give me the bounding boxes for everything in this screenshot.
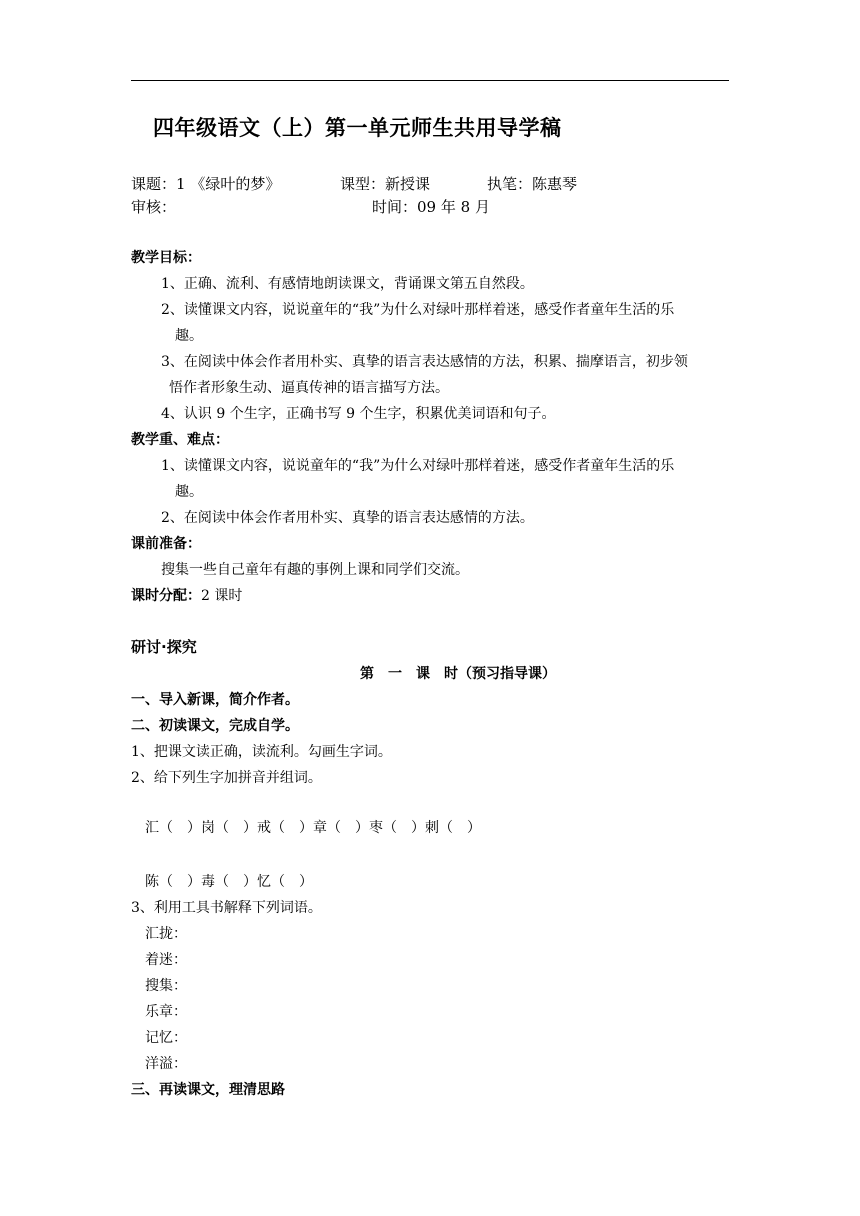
goal-item-4: 4、认识 9 个生字，正确书写 9 个生字，积累优美词语和句子。 <box>161 406 556 422</box>
meta-author <box>487 174 577 194</box>
type-label: 课型： <box>340 175 386 193</box>
word-item: 洋溢： <box>145 1056 187 1072</box>
goal-item-3-cont: 悟作者形象生动、逼真传神的语言描写方法。 <box>169 380 449 396</box>
time-value: 09 年 8 月 <box>417 198 490 216</box>
word-item: 记忆： <box>145 1030 187 1046</box>
word-item: 汇拢： <box>145 926 187 942</box>
chars-row-2: 陈（ ）毒（ ）忆（ ） <box>145 874 313 890</box>
goal-item-2: 2、读懂课文内容，说说童年的“我”为什么对绿叶那样着迷，感受作者童年生活的乐 <box>161 302 675 318</box>
document-title: 四年级语文（上）第一单元师生共用导学稿 <box>153 116 562 140</box>
meta-review <box>131 197 176 217</box>
preparation-heading: 课前准备： <box>131 536 201 552</box>
author-label: 执笔： <box>487 175 533 193</box>
header-rule <box>131 80 729 81</box>
type-value: 新授课 <box>385 175 431 193</box>
step-1: 一、导入新课，简介作者。 <box>131 692 299 708</box>
word-item: 搜集： <box>145 978 187 994</box>
keypoint-item-1-cont: 趣。 <box>175 484 203 500</box>
step-2: 二、初读课文，完成自学。 <box>131 718 299 734</box>
keypoint-item-1: 1、读懂课文内容，说说童年的“我”为什么对绿叶那样着迷，感受作者童年生活的乐 <box>161 458 675 474</box>
step-2-item-2: 2、给下列生字加拼音并组词。 <box>131 770 322 786</box>
meta-time <box>372 197 490 217</box>
topic-value: 1 《绿叶的梦》 <box>176 175 281 193</box>
study-heading: 研讨·探究 <box>131 638 197 656</box>
step-2-item-1: 1、把课文读正确，读流利。勾画生字词。 <box>131 744 392 760</box>
meta-type <box>340 174 430 194</box>
goal-item-2-cont: 趣。 <box>175 328 203 344</box>
author-value: 陈惠琴 <box>532 175 578 193</box>
step-2-item-3: 3、利用工具书解释下列词语。 <box>131 900 322 916</box>
lesson-title: 第 一 课 时（预习指导课） <box>360 666 556 682</box>
word-item: 乐章： <box>145 1004 187 1020</box>
goal-item-1: 1、正确、流利、有感情地朗读课文，背诵课文第五自然段。 <box>161 276 534 292</box>
hours-heading: 课时分配： <box>131 588 201 604</box>
review-label: 审核： <box>131 198 177 216</box>
word-item: 着迷： <box>145 952 187 968</box>
meta-topic <box>131 174 280 194</box>
topic-label: 课题： <box>131 175 177 193</box>
chars-row-1: 汇（ ）岗（ ）戒（ ）章（ ）枣（ ）刺（ ） <box>145 820 481 836</box>
hours-line <box>131 586 242 606</box>
goal-item-3: 3、在阅读中体会作者用朴实、真挚的语言表达感情的方法，积累、揣摩语言，初步领 <box>161 354 688 370</box>
time-label: 时间： <box>372 198 418 216</box>
hours-value: 2 课时 <box>201 588 243 604</box>
preparation-text: 搜集一些自己童年有趣的事例上课和同学们交流。 <box>161 562 469 578</box>
goals-heading: 教学目标： <box>131 250 201 266</box>
step-3: 三、再读课文，理清思路 <box>131 1082 285 1098</box>
keypoints-heading: 教学重、难点： <box>131 432 229 448</box>
keypoint-item-2: 2、在阅读中体会作者用朴实、真挚的语言表达感情的方法。 <box>161 510 534 526</box>
